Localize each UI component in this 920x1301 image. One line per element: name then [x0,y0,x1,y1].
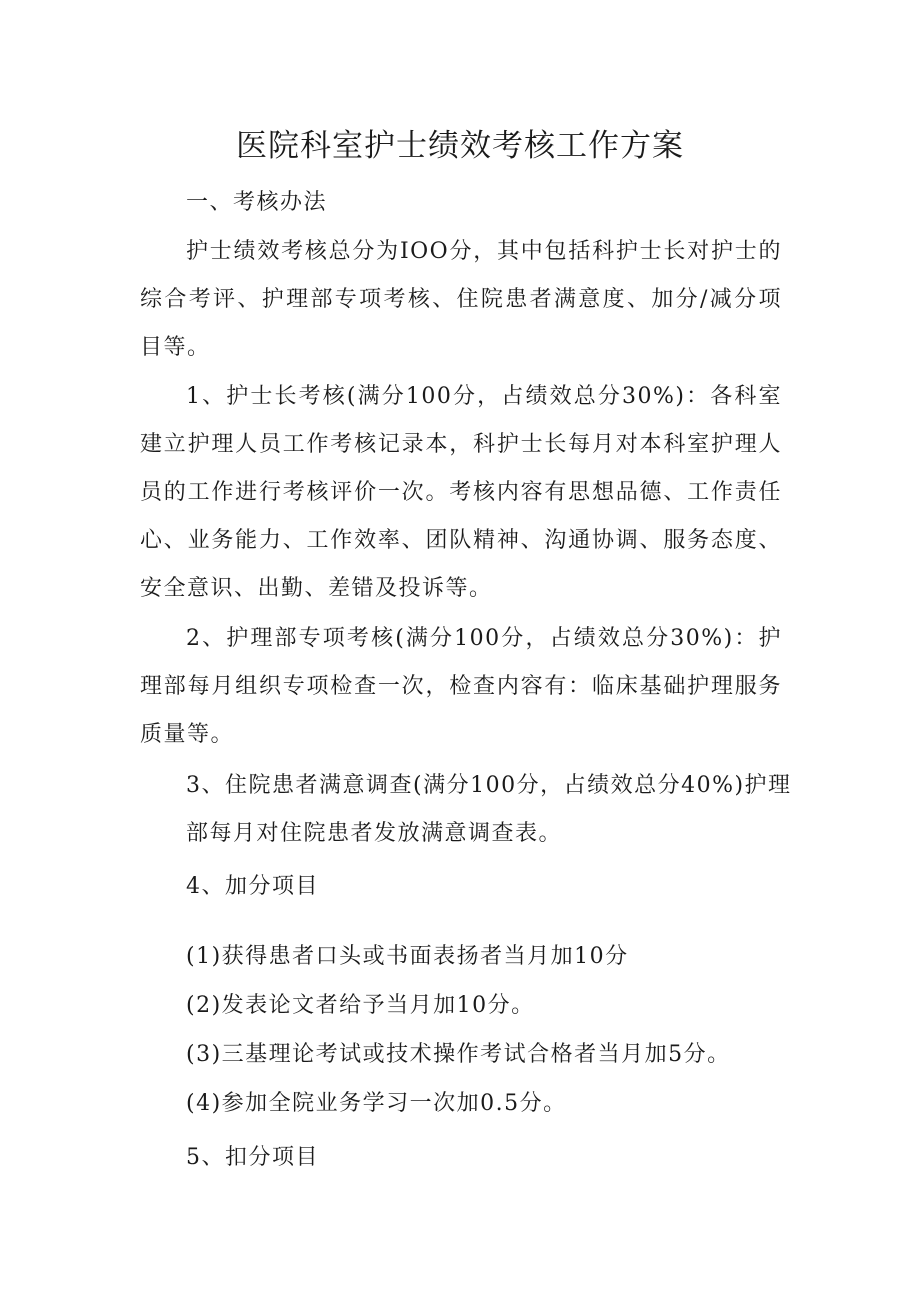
document-title: 医院科室护士绩效考核工作方案 [236,128,684,164]
item4-heading: 4、加分项目 [186,874,319,899]
item3-line2: 部每月对住院患者发放满意调查表。 [186,821,563,846]
item1-paragraph: 1、护士长考核(满分100分，占绩效总分30%)：各科室建立护理人员工作考核记录本，科护士长每月对本科室护理人员的工作进行考核评价一次。考核内容有思想品德、工作责任心、业务能力、工作效率、团队精神、沟通协调、服务态度、安全意识、出勤、差错及投诉等。 [140,384,782,601]
section-heading: 一、考核办法 [186,190,328,215]
item5-heading: 5、扣分项目 [186,1145,319,1170]
intro-paragraph: 护士绩效考核总分为IOO分，其中包括科护士长对护士的综合考评、护理部专项考核、住院患者满意度、加分/减分项目等。 [140,239,782,360]
bonus-item-3: (3)三基理论考试或技术操作考试合格者当月加5分。 [186,1042,731,1067]
item3-line1: 3、住院患者满意调查(满分100分，占绩效总分40%)护理 [186,773,792,798]
item2-paragraph: 2、护理部专项考核(满分100分，占绩效总分30%)：护理部每月组织专项检查一次，检查内容有：临床基础护理服务质量等。 [140,626,782,747]
bonus-item-1: (1)获得患者口头或书面表扬者当月加10分 [186,944,629,969]
bonus-item-4: (4)参加全院业务学习一次加0.5分。 [186,1091,567,1116]
bonus-item-2: (2)发表论文者给予当月加10分。 [186,993,535,1018]
